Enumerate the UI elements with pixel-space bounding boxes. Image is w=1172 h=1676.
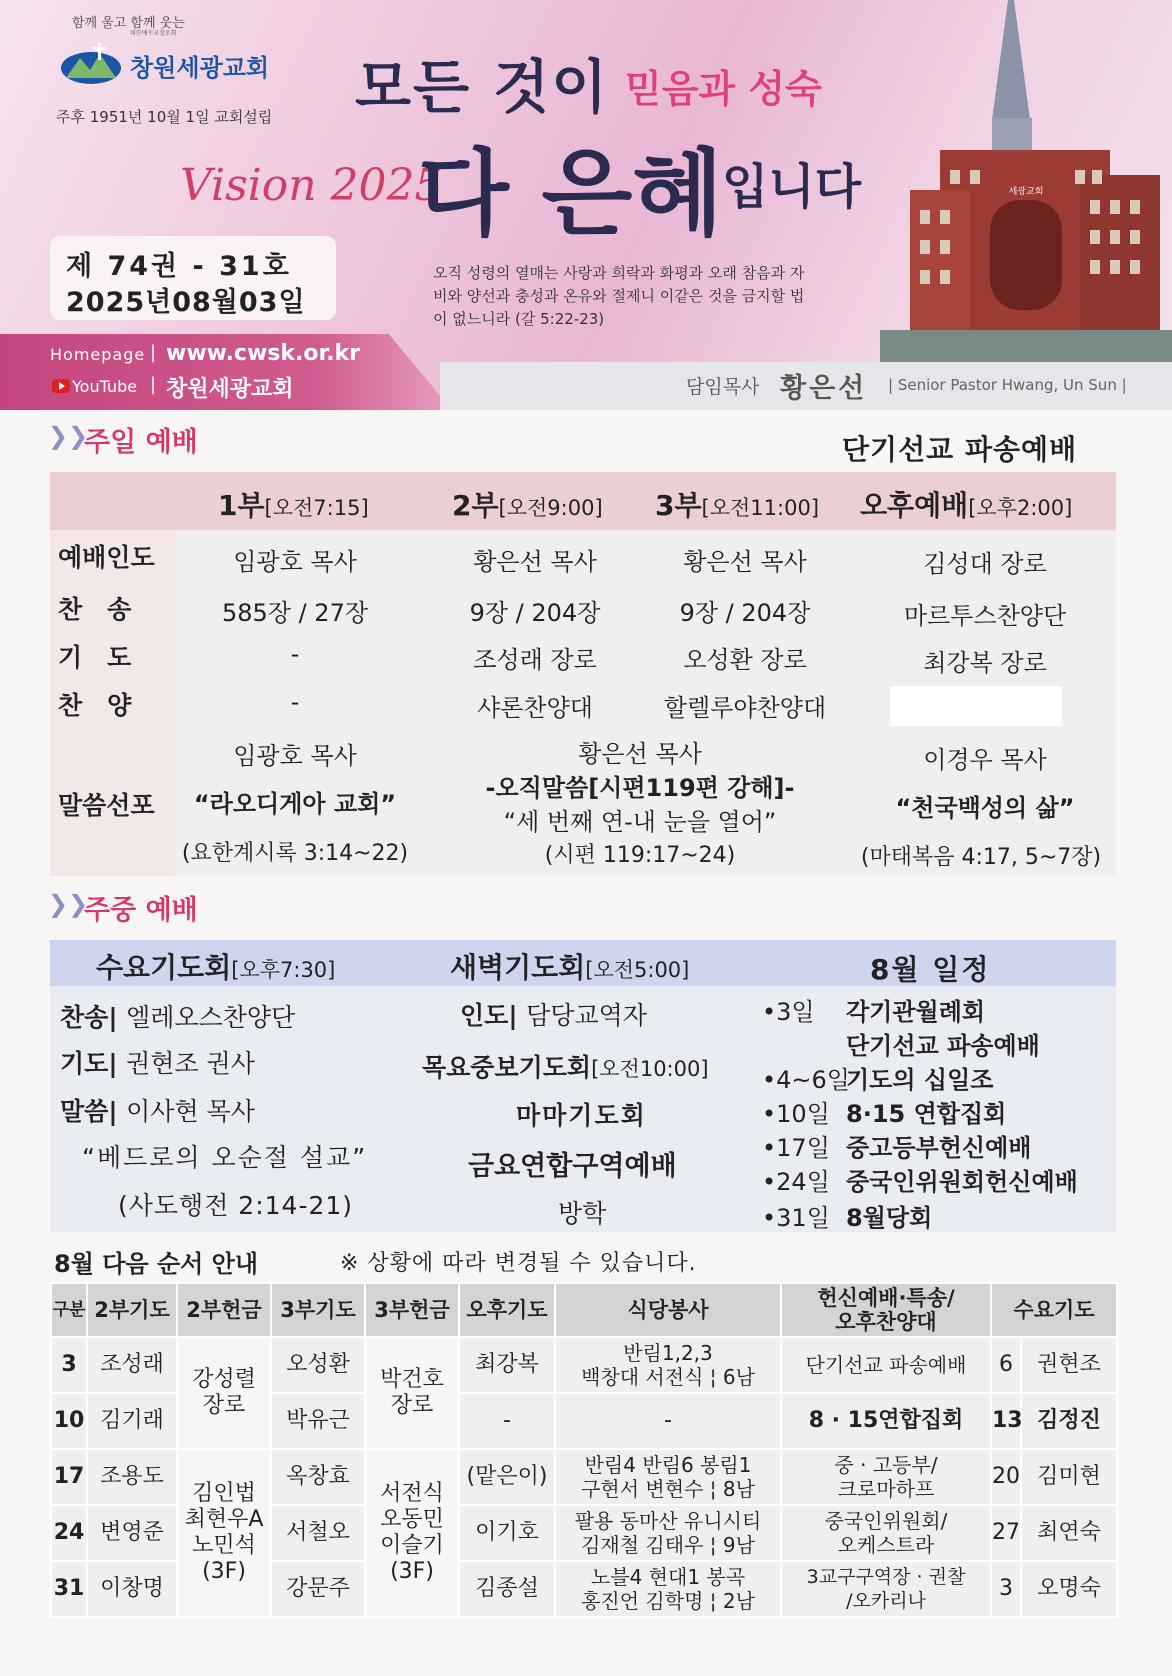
cell-prayer-2: 이창명 [87,1561,177,1617]
offering-2-floor: (3F) [202,1559,246,1584]
youtube-icon [52,379,70,393]
youtube-channel-link[interactable]: 창원세광교회 [166,377,294,402]
church-name: 창원세광교회 [130,54,270,82]
sermon-23-title: “세 번째 연-내 눈을 열어” [503,808,777,836]
cafeteria-people: 김재철 김태우 ¦ 9남 [581,1533,755,1557]
wed-sermon-reference: (사도행전 2:14-21) [118,1191,354,1220]
cell-special: 8 · 15연합집회 [781,1393,991,1449]
slogan-line-1: 모든 것이 [355,53,610,121]
friday-group-worship: 금요연합구역예배 [468,1151,677,1182]
cell-leader-1: 임광호 목사 [233,548,357,576]
schedule-day: •10일 [762,1100,830,1128]
cell-special: 단기선교 파송예배 [781,1337,991,1393]
cell-wed-prayer: 김정진 [1021,1393,1117,1449]
cell-wed-day: 13 [991,1393,1021,1449]
cell-day: 17 [51,1449,87,1505]
offering-3-name: 오동민 [380,1507,444,1532]
offering-3-floor: (3F) [390,1559,434,1584]
cell-hymn-2: 9장 / 204장 [469,599,601,627]
cell-day: 31 [51,1561,87,1617]
cell-leader-2: 황은선 목사 [473,548,597,576]
cell-prayer-2: 변영준 [87,1505,177,1561]
cell-cafeteria [555,1449,781,1505]
column-header: 오후기도 [459,1283,555,1337]
church-building-illustration [880,0,1172,362]
offering-2-title: 장로 [202,1393,246,1418]
thu-prayer: 목요중보기도회[오전10:00] [422,1053,709,1082]
schedule-day: •31일 [762,1204,830,1232]
schedule-day: •24일 [762,1168,830,1196]
column-header: 2부헌금 [177,1283,271,1337]
next-order-table [50,1282,1118,1618]
homepage-link[interactable]: www.cwsk.or.kr [166,341,361,366]
column-header: 식당봉사 [555,1283,781,1337]
vacation-note: 방학 [558,1199,607,1228]
church-tagline: 함께 울고 함께 웃는 [72,16,185,31]
offering-3-title: 장로 [390,1393,434,1418]
service-3: 3부[오전11:00] [655,489,820,522]
cell-day: 3 [51,1337,87,1393]
sermon-1-title: “라오디게아 교회” [193,790,397,818]
cell-prayer-3: 오성환 장로 [683,646,807,674]
cell-cafeteria [555,1505,781,1561]
row-label-leader: 예배인도 [58,543,155,572]
wed-hymn: 찬송| 엘레오스찬양단 [60,1003,296,1032]
offering-3-name: 박건호 [380,1367,444,1392]
cell-leader-3: 황은선 목사 [683,548,807,576]
cafeteria-groups: 노블4 현대1 봉곡 [590,1565,746,1589]
cell-leader-pm: 김성대 장로 [923,550,1047,578]
sermon-23-reference: (시편 119:17~24) [544,843,736,868]
cell-pm-prayer: - [459,1393,555,1449]
cell-prayer-1: - [290,640,300,668]
homepage-label: Homepage [50,345,146,364]
cell-special: 3교구구역장 · 권찰 /오카리나 [781,1561,991,1617]
cell-pm-prayer: (맡은이) [459,1449,555,1505]
divider: | [150,374,157,395]
schedule-day: •3일 [762,998,815,1026]
cell-wed-prayer: 권현조 [1021,1337,1117,1393]
slogan-line-2-suffix: 입니다 [722,159,862,215]
cell-wed-day: 3 [991,1561,1021,1617]
row-label-prayer: 기 도 [58,643,132,672]
cell-praise-2: 샤론찬양대 [477,694,593,722]
column-header: 2부기도 [87,1283,177,1337]
sermon-1-preacher: 임광호 목사 [233,742,357,770]
schedule-day: •17일 [762,1134,830,1162]
row-label-sermon: 말씀선포 [58,791,155,820]
cafeteria-people: 홍진언 김학명 ¦ 2남 [581,1589,755,1613]
chevron-right-icon: ❯❯ [48,422,89,450]
dawn-prayer-heading: 새벽기도회[오전5:00] [450,951,690,984]
table-row [51,1337,1117,1393]
table-row [51,1449,1117,1505]
pastor-role: 담임목사 [686,376,760,398]
church-logo-icon [60,40,122,84]
column-header: 구분 [51,1283,87,1337]
schedule-event: 8·15 연합집회 [846,1100,1007,1128]
section-title-weekday: 주중 예배 [84,895,198,926]
column-header: 3부헌금 [365,1283,459,1337]
cell-prayer-2: 조성래 [87,1337,177,1393]
cafeteria-groups: 팔용 동마산 유니시티 [574,1509,762,1533]
offering-3-name: 서전식 [380,1481,444,1506]
service-1: 1부[오전7:15] [218,489,369,522]
section-title-sunday: 주일 예배 [84,427,198,458]
column-header: 헌신예배·특송/ 오후찬양대 [781,1283,991,1337]
cell-offering-3 [365,1337,459,1449]
schedule-event: 각기관월례회 [846,998,986,1026]
cell-prayer-2: 조성래 장로 [473,646,597,674]
cafeteria-groups: 반림1,2,3 [623,1341,713,1365]
cell-praise-1: - [290,688,300,716]
cell-hymn-1: 585장 / 27장 [221,599,369,627]
offering-2-name: 강성렬 [192,1367,256,1392]
sermon-23-preacher: 황은선 목사 [578,740,702,768]
next-order-note: ※ 상황에 따라 변경될 수 있습니다. [340,1251,697,1276]
row-label-praise: 찬 양 [58,691,132,720]
cell-prayer-2: 김기래 [87,1393,177,1449]
schedule-event: 단기선교 파송예배 [846,1032,1040,1060]
slogan-highlight: 믿음과 성숙 [625,66,822,111]
cafeteria-groups: 반림4 반림6 봉림1 [584,1453,752,1477]
schedule-day: •4~6일 [762,1066,850,1094]
cell-wed-prayer: 오명숙 [1021,1561,1117,1617]
column-header: 수요기도 [991,1283,1117,1337]
cafeteria-people: 백창대 서전식 ¦ 6남 [581,1365,755,1389]
dawn-lead: 인도| 담당교역자 [460,1001,647,1030]
issue-date: 2025년08월03일 [66,287,306,318]
cell-pm-prayer: 최강복 [459,1337,555,1393]
offering-2-name: 노민석 [192,1533,256,1558]
cell-prayer-2: 조용도 [87,1449,177,1505]
slogan-line-2: 다 은혜 [418,139,724,249]
sermon-23-series: -오직말씀[시편119편 강해]- [485,774,795,802]
cell-special: 중 · 고등부/ 크로마하프 [781,1449,991,1505]
cell-pm-prayer: 이기호 [459,1505,555,1561]
cell-prayer-pm: 최강복 장로 [923,649,1047,677]
row-label-hymn: 찬 송 [58,595,132,624]
cell-wed-day: 27 [991,1505,1021,1561]
pastor-english-name: | Senior Pastor Hwang, Un Sun | [888,376,1127,394]
service-2: 2부[오전9:00] [452,489,603,522]
service-afternoon: 오후예배[오후2:00] [860,489,1073,522]
table-header-row [51,1283,1117,1337]
cell-praise-3: 할렐루야찬양대 [663,694,827,722]
cell-day: 10 [51,1393,87,1449]
cell-pm-prayer: 김종설 [459,1561,555,1617]
offering-3-name: 이슬기 [380,1533,444,1558]
founded-date: 주후 1951년 10월 1일 교회설립 [56,108,273,126]
cell-prayer-3: 서철오 [271,1505,365,1561]
cell-cafeteria [555,1337,781,1393]
sermon-pm-reference: (마태복음 4:17, 5~7장) [860,845,1102,870]
sunday-event: 단기선교 파송예배 [842,433,1078,466]
column-header: 3부기도 [271,1283,365,1337]
vision-label: Vision 2025 [180,160,443,211]
cell-offering-3 [365,1449,459,1617]
next-order-title: 8월 다음 순서 안내 [54,1250,259,1278]
divider: | [150,342,157,363]
sermon-1-reference: (요한계시록 3:14~22) [181,841,409,866]
cell-prayer-3: 강문주 [271,1561,365,1617]
sermon-pm-title: “천국백성의 삶” [895,794,1075,822]
cell-wed-day: 20 [991,1449,1021,1505]
cell-day: 24 [51,1505,87,1561]
schedule-event: 중국인위원회헌신예배 [846,1168,1078,1196]
offering-2-name: 김인법 [192,1481,256,1506]
sermon-pm-preacher: 이경우 목사 [923,746,1047,774]
cell-prayer-3: 오성환 [271,1337,365,1393]
scripture-verse: 오직 성령의 열매는 사랑과 희락과 화평과 오래 참음과 자비와 양선과 충성과 온유와 절제니 이같은 것을 금지할 법이 없느니라 (갈 5:22-23) [433,264,805,328]
wed-sermon-title: “베드로의 오순절 설교” [82,1143,368,1172]
schedule-event: 8월당회 [846,1204,933,1232]
schedule-event: 기도의 십일조 [846,1066,994,1094]
wed-sermon: 말씀| 이사현 목사 [60,1097,255,1126]
cell-special: 중국인위원회/ 오케스트라 [781,1505,991,1561]
cell-cafeteria: - [555,1393,781,1449]
cell-offering-2 [177,1337,271,1449]
cell-praise-pm [890,686,1062,726]
building-sign: 세광교회 [1008,186,1044,196]
wed-prayer-heading: 수요기도회[오후7:30] [96,951,336,984]
schedule-event: 중고등부헌신예배 [846,1134,1032,1162]
cafeteria-people: 구현서 변현수 ¦ 8남 [581,1477,755,1501]
cell-wed-prayer: 최연숙 [1021,1505,1117,1561]
chevron-right-icon: ❯❯ [48,890,89,918]
cell-prayer-3: 박유근 [271,1393,365,1449]
cell-cafeteria [555,1561,781,1617]
issue-volume: 제 74권 - 31호 [66,251,292,282]
youtube-label: YouTube [72,377,138,396]
cell-wed-prayer: 김미현 [1021,1449,1117,1505]
cell-hymn-pm: 마르투스찬양단 [903,602,1067,630]
cell-prayer-3: 옥창효 [271,1449,365,1505]
cell-offering-2 [177,1449,271,1617]
pastor-name: 황은선 [780,373,868,404]
offering-2-name: 최현우A [184,1507,264,1532]
wed-prayer: 기도| 권현조 권사 [60,1049,255,1078]
denomination-label: 대한예수교장로회 [130,30,177,37]
schedule-heading: 8월 일정 [870,953,991,986]
cell-wed-day: 6 [991,1337,1021,1393]
mama-prayer: 마마기도회 [516,1101,647,1130]
cell-hymn-3: 9장 / 204장 [679,599,811,627]
